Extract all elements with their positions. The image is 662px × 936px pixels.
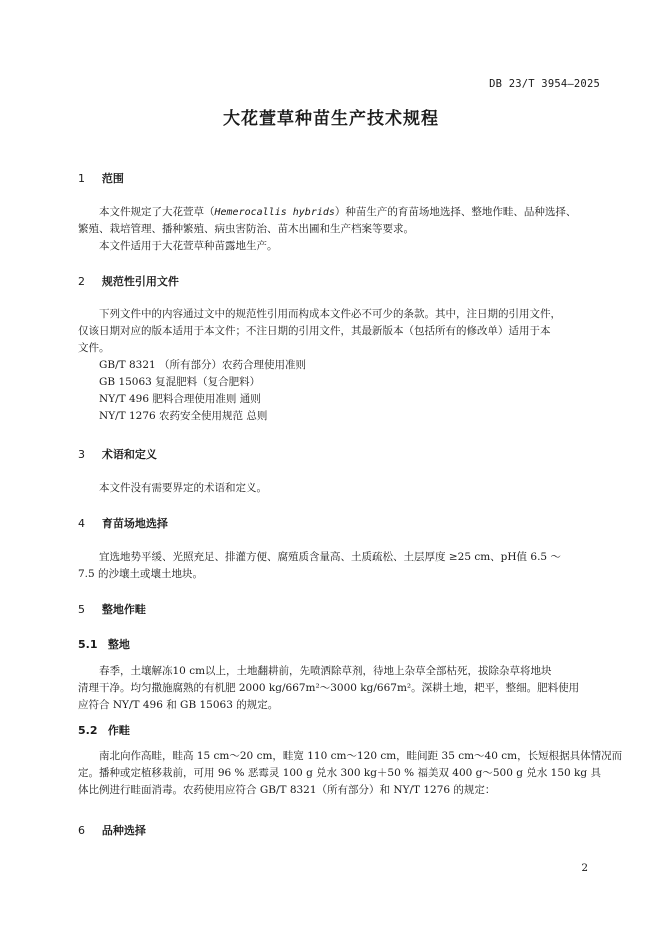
terms-text: 本文件没有需要界定的术语和定义。 [99, 482, 267, 494]
section-number: 5 [78, 603, 85, 616]
section-number: 5.2 [78, 724, 98, 737]
normative-intro-line-2: 仅该日期对应的版本适用于本文件；不注日期的引用文件，其最新版本（包括所有的修改单）适用于本 [78, 325, 551, 337]
site-line-1: 宜选地势平缓、光照充足、排灌方便、腐殖质含量高、土质疏松、土层厚度 ≥25 cm、pH值 6.5 ～ [99, 551, 561, 563]
section-title: 育苗场地选择 [101, 517, 168, 530]
section-5-heading [78, 601, 146, 617]
page-number: 2 [581, 862, 588, 874]
ridge-line-3: 体比例进行畦面消毒。农药使用应符合 GB/T 8321（所有部分）和 NY/T 1276 的规定： [78, 784, 496, 796]
section-number: 6 [78, 824, 85, 837]
land-prep-line-1: 春季，土壤解冻10 cm以上，土地翻耕前，先喷洒除草剂，待地上杂草全部枯死，拔除杂草将地块 [99, 665, 552, 677]
site-line-2: 7.5 的沙壤土或壤土地块。 [78, 568, 204, 580]
scope-paragraph [78, 204, 598, 238]
section-title: 品种选择 [101, 824, 146, 837]
normative-intro-line-1: 下列文件中的内容通过文中的规范性引用而构成本文件必不可少的条款。其中，注日期的引用文件， [99, 308, 561, 320]
scope-text-a: 本文件规定了大花萱草（ [99, 206, 215, 218]
reference-item: NY/T 496 肥料合理使用准则 通则 [99, 393, 261, 405]
latin-name: Hemerocallis hybrids [214, 207, 335, 218]
section-number: 4 [78, 517, 85, 530]
ridge-line-1: 南北向作高畦，畦高 15 cm～20 cm，畦宽 110 cm～120 cm，畦间距 35 cm～40 cm，长短根据具体情况而 [99, 750, 623, 762]
section-title: 规范性引用文件 [101, 275, 179, 288]
ridge-line-2: 定。播种或定植移栽前，可用 96 % 恶霉灵 100 g 兑水 300 kg＋50 % 福美双 400 g～500 g 兑水 150 kg 具 [78, 767, 601, 779]
section-number: 3 [78, 448, 85, 461]
section-5-1-heading [78, 636, 130, 652]
land-prep-line-2: 清理干净。均匀撒施腐熟的有机肥 2000 kg/667m²～3000 kg/667m²。深耕土地，耙平，整细。肥料使用 [78, 682, 580, 694]
scope-line-1 [78, 204, 598, 221]
reference-item: GB 15063 复混肥料（复合肥料） [99, 376, 261, 388]
reference-item: GB/T 8321 （所有部分）农药合理使用准则 [99, 359, 307, 371]
section-number: 5.1 [78, 638, 98, 651]
section-title: 作畦 [107, 724, 130, 737]
section-title: 整地作畦 [101, 603, 146, 616]
ridge-paragraph [78, 748, 623, 799]
section-1-heading [78, 170, 124, 186]
section-6-heading [78, 822, 146, 838]
standard-code: DB 23/T 3954—2025 [489, 78, 600, 90]
terms-paragraph [78, 480, 598, 497]
section-2-heading [78, 273, 179, 289]
section-number: 1 [78, 172, 85, 185]
section-3-heading [78, 446, 157, 462]
section-number: 2 [78, 275, 85, 288]
section-title: 术语和定义 [101, 448, 157, 461]
section-4-heading [78, 515, 168, 531]
scope-line-2: 繁殖、栽培管理、播种繁殖、病虫害防治、苗木出圃和生产档案等要求。 [78, 223, 414, 235]
scope-applicability-text: 本文件适用于大花萱草种苗露地生产。 [99, 240, 278, 252]
land-prep-paragraph [78, 663, 598, 714]
scope-text-b: ）种苗生产的育苗场地选择、整地作畦、品种选择、 [334, 206, 577, 218]
reference-item: NY/T 1276 农药安全使用规范 总则 [99, 410, 268, 422]
normative-intro-line-3: 文件。 [78, 342, 110, 354]
section-title: 整地 [107, 638, 130, 651]
normative-intro [78, 306, 598, 357]
scope-applicability [78, 238, 598, 255]
land-prep-line-3: 应符合 NY/T 496 和 GB 15063 的规定。 [78, 699, 279, 711]
document-title: 大花萱草种苗生产技术规程 [223, 109, 439, 129]
section-title: 范围 [101, 172, 124, 185]
site-paragraph [78, 549, 598, 583]
section-5-2-heading [78, 722, 130, 738]
